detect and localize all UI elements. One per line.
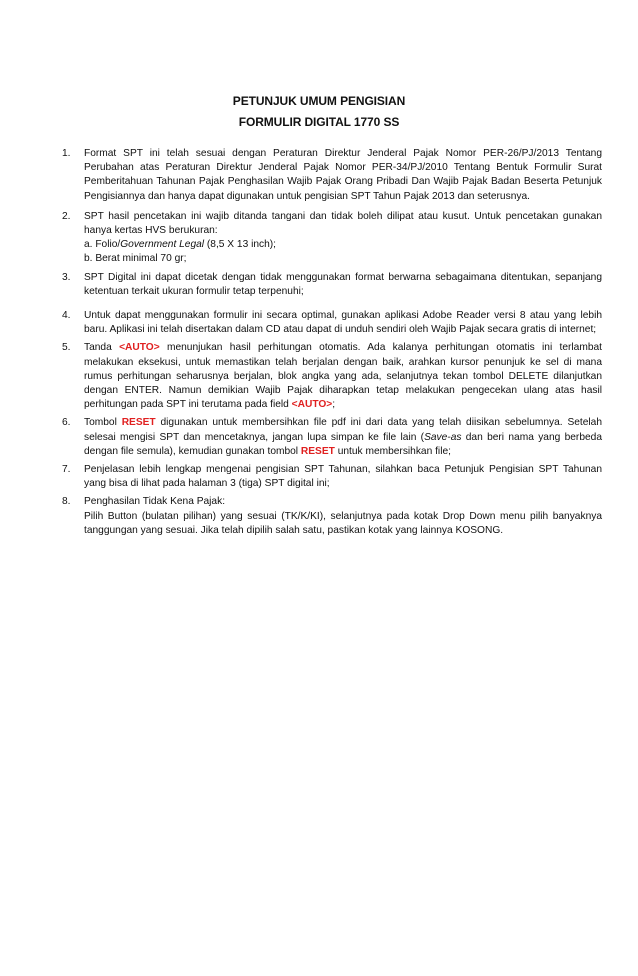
item-text-post: ; (332, 399, 336, 411)
item-number: 1. (62, 148, 71, 159)
item-text: Penjelasan lebih lengkap mengenai pengisian SPT Tahunan, silahkan baca Petunjuk Pengisian SPT Tahunan yang bisa di lihat pada halaman 3 (tiga) SPT digital ini; (84, 464, 602, 490)
list-item-4 (62, 309, 602, 337)
item-number: 2. (62, 210, 71, 222)
item-text (84, 416, 602, 459)
save-as-italic: Save-as (424, 431, 462, 443)
sub-item-a (84, 238, 602, 252)
item-text (84, 341, 602, 412)
list-item-7 (62, 463, 602, 491)
reset-keyword: RESET (300, 445, 335, 457)
item-text-pre: Tanda (84, 342, 120, 354)
sub-item-a-prefix: a. Folio/ (84, 239, 121, 251)
item-number: 6. (62, 417, 71, 429)
item-text: Untuk dapat menggunakan formulir ini secara optimal, gunakan aplikasi Adobe Reader versi 8 atau yang lebih baru. Aplikasi ini telah disertakan dalam CD atau dapat di unduh sendiri oleh Wajib Pajak secara gratis di internet; (84, 310, 602, 336)
item-number: 4. (62, 310, 71, 322)
item-text: Penghasilan Tidak Kena Pajak: (84, 496, 226, 508)
list-item-1 (62, 147, 602, 204)
document-title-line1: PETUNJUK UMUM PENGISIAN (232, 94, 406, 108)
list-item-6 (62, 416, 602, 459)
list-item-3 (62, 271, 602, 299)
item-text-mid: menunjukan hasil perhitungan otomatis. Ada kalanya perhitungan otomatis ini terlambat melakukan eksekusi, untuk memastikan telah berjalan dengan baik, arahkan kursor penunjuk ke sel di mana rumus perhitungan seharusnya berjalan, blok angka yang ada, selanjutnya tekan tombol DELETE dilanjutkan dengan ENTER. Namun demikian Wajib Pajak diharapkan tetap melakukan pengecekan ulang atas hasil perhitungan pada SPT ini terutama pada field (84, 342, 602, 411)
sub-item-b: b. Berat minimal 70 gr; (84, 253, 187, 265)
item-text: Format SPT ini telah sesuai dengan Peraturan Direktur Jenderal Pajak Nomor PER-26/PJ/2013 Tentang Perubahan atas Peraturan Direktur Jenderal Pajak Nomor PER-34/PJ/2010 Tentang Bentuk Formulir Surat Pemberitahuan Tahunan Pajak Penghasilan Wajib Pajak Orang Pribadi Dan Wajib Pajak Badan Beserta Petunjuk Pengisiannya dan hanya dapat digunakan untuk pengisian SPT Tahun Pajak 2013 dan seterusnya. (84, 148, 602, 202)
item-number: 5. (62, 342, 71, 354)
auto-tag: <AUTO> (119, 342, 160, 354)
item-text-post: untuk membersihkan file; (334, 445, 451, 457)
item-text-detail: Pilih Button (bulatan pilihan) yang sesuai (TK/K/KI), selanjutnya pada kotak Drop Down menu pilih banyaknya tanggungan yang sesuai. Jika telah dipilih salah satu, pastikan kotak yang lainnya KOSONG. (84, 510, 602, 536)
sub-item-a-suffix: (8,5 X 13 inch); (204, 239, 276, 251)
item-number: 3. (62, 271, 71, 283)
sub-item-a-italic: Government Legal (120, 239, 205, 251)
item-text-mid2: dan beri nama yang berbeda dengan file semula), kemudian gunakan tombol (84, 431, 602, 457)
list-item-2 (62, 210, 602, 267)
item-number: 7. (62, 464, 71, 476)
auto-tag: <AUTO> (291, 399, 333, 411)
item-text: SPT Digital ini dapat dicetak dengan tidak menggunakan format berwarna sebagaimana ditentukan, sepanjang ketentuan terkait ukuran formulir tetap terpenuhi; (84, 271, 602, 297)
item-text-mid1: digunakan untuk membersihkan file pdf ini dari data yang telah diisikan sebelumnya. Setelah selesai mengisi SPT dan mencetaknya, jangan lupa simpan ke file lain ( (84, 417, 602, 443)
instruction-list (62, 147, 602, 538)
document-title-line2: FORMULIR DIGITAL 1770 SS (238, 115, 400, 129)
item-text: SPT hasil pencetakan ini wajib ditanda tangani dan tidak boleh dilipat atau kusut. Untuk pencetakan gunakan hanya kertas HVS berukuran: (84, 210, 602, 237)
item-number: 8. (62, 496, 71, 508)
list-item-5 (62, 341, 602, 412)
list-item-8 (62, 495, 602, 538)
item-text-pre: Tombol (84, 417, 122, 429)
reset-keyword: RESET (121, 417, 156, 429)
